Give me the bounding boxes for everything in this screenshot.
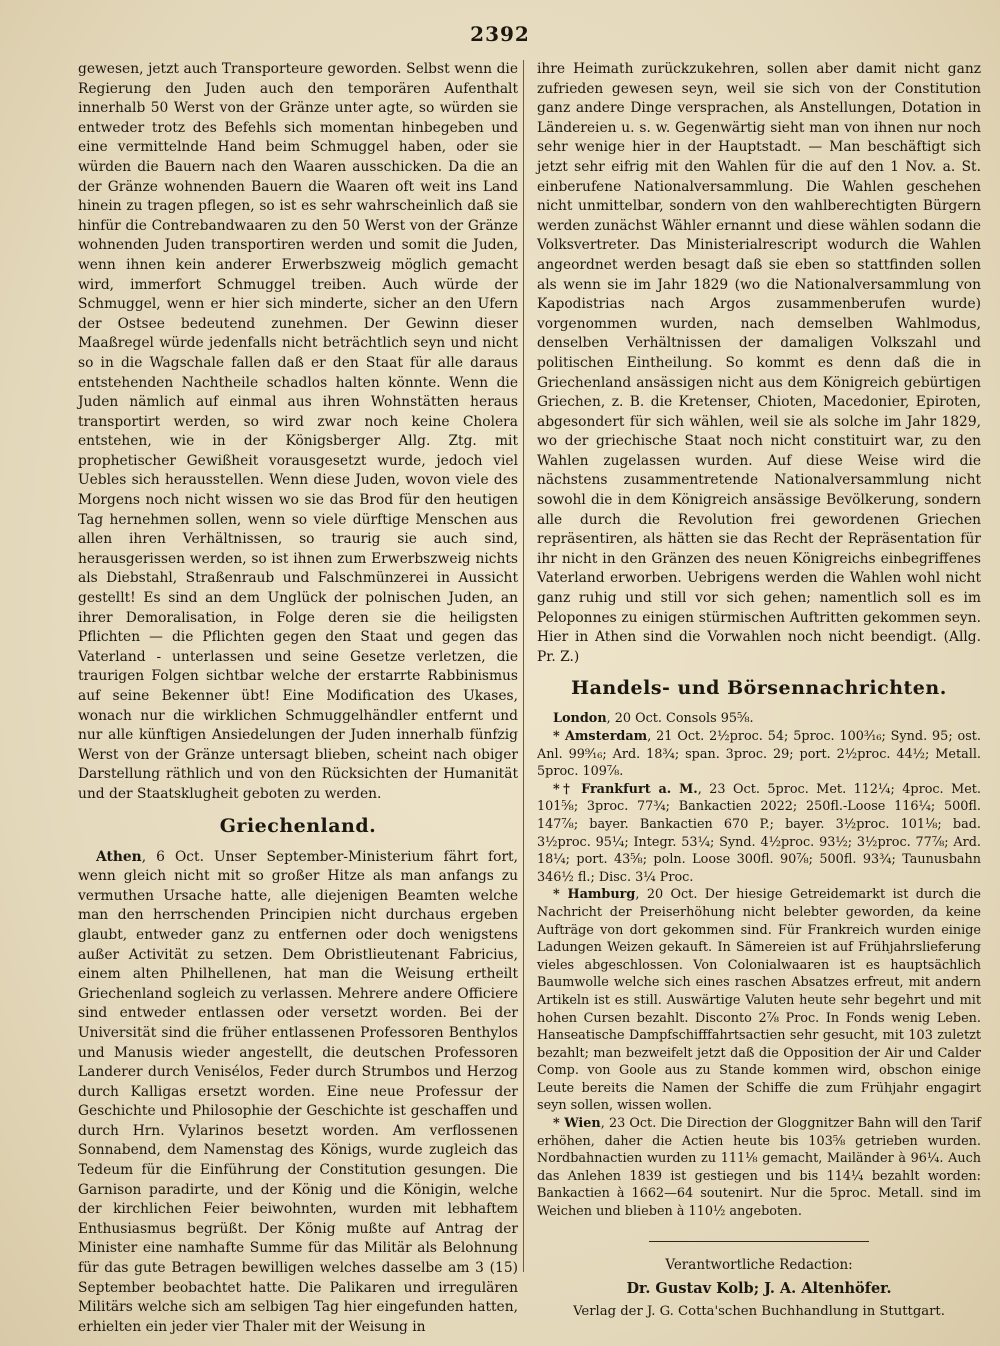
- dateline-place: *† Frankfurt a. M.: [553, 781, 698, 797]
- left-column: [78, 60, 518, 1337]
- right-column: [537, 60, 981, 1323]
- dateline-place: * Hamburg: [553, 887, 636, 903]
- market-reports: [537, 710, 981, 1220]
- dateline-place: * Wien: [553, 1116, 601, 1132]
- imprint-editors: Dr. Gustav Kolb; J. A. Altenhöfer.: [626, 1279, 892, 1297]
- page-number: 2392: [470, 22, 530, 46]
- report-body: , 20 Oct. Consols 95⅝.: [606, 711, 754, 727]
- imprint-publisher: Verlag der J. G. Cotta'schen Buchhandlung in Stuttgart.: [573, 1303, 945, 1319]
- column-divider: [523, 60, 524, 1272]
- section-title-markets: Handels- und Börsennachrichten.: [571, 677, 947, 700]
- dateline-place: * Amsterdam: [553, 729, 648, 744]
- imprint: [537, 1254, 981, 1323]
- article-athen: [78, 848, 518, 1338]
- report-body: , 23 Oct. 5proc. Met. 112¼; 4proc. Met. 101⅝; 3proc. 77¾; Bankactien 2022; 250fl.-Loose 116¼; 500fl. 147⅞; bayer. Bankactien 670 P.; bayer. 3½proc. 101⅛; bad. 3½proc. 95¼; Integr. 53¼; Synd. 4½proc. 93½; 3½proc. 77⅞; Ard. 18¼; port. 43⅝; poln. Loose 300fl. 90⅞; 500fl. 93¾; Taunusbahn 346½ fl.; Disc. 3¼ Proc.: [537, 781, 981, 885]
- article-body: , 6 Oct. Unser September-Ministerium fährt fort, wenn gleich nicht mit so großer Hitze als man anfangs zu vermuthen Ursache hatte, alle diejenigen Beamten welche man den herrschenden Principien nicht durchaus ergeben glaubt, entweder ganz zu entfernen oder doch wenigstens außer Activität zu setzen. Dem Obristlieutenant Fabricius, einem alten Philhellenen, hat man die Weisung ertheilt Griechenland sogleich zu verlassen. Mehrere andere Officiere sind entweder entlassen oder versetzt worden. Bei der Universität sind die früher entlassenen Professoren Benthylos und Manusis wieder angestellt, die deutschen Professoren Landerer durch Venisélos, Feder durch Strumbos und Herzog durch Kalligas ersetzt worden. Eine neue Professur der Geschichte und Philosophie der Geschichte ist geschaffen und durch Hrn. Vylarinos besetzt worden. Am verflossenen Sonnabend, dem Namenstag des Königs, wurde zugleich das Tedeum für die Einführung der Constitution gesungen. Die Garnison paradirte, und der König und die Königin, welche der kirchlichen Feier beiwohnten, wurden mit lebhaftem Enthusiasmus begrüßt. Der König mußte auf Antrag der Minister eine namhafte Summe für das Militär als Belohnung für das gute Betragen bewilligen welches dasselbe am 3 (15) September beobachtet hatte. Die Palikaren und irregulären Militärs welche sich am selbigen Tag hier eingefunden hatten, erhielten ein jeder vier Thaler mit der Weisung in: [78, 848, 518, 1335]
- article-continuation: ihre Heimath zurückzukehren, sollen aber damit nicht ganz zufrieden gewesen seyn, weil sie sich von der Constitution ganz andere Dinge versprachen, als Anstellungen, Dotation in Ländereien u. s. w. Gegenwärtig sieht man von ihnen nur noch sehr wenige hier in der Hauptstadt. — Man beschäftigt sich jetzt sehr eifrig mit den Wahlen für die auf den 1 Nov. a. St. einberufene Nationalversammlung. Die Wahlen geschehen nicht unmittelbar, sondern von den wahlberechtigten Bürgern werden zunächst Wähler ernannt und diese wählen sodann die Volksvertreter. Das Ministerialrescript wodurch die Wahlen angeordnet werden besagt daß sie eben so stattfinden sollen als wenn sie im Jahr 1829 (wo die Nationalversammlung von Kapodistrias nach Argos zusammenberufen wurde) vorgenommen wurden, nach demselben Wahlmodus, denselben Verhältnissen der damaligen Volkszahl und politischen Eintheilung. So kommt es denn daß die in Griechenland ansässigen nicht aus dem Königreich gebürtigen Griechen, z. B. die Kretenser, Chioten, Macedonier, Epiroten, abgesondert für sich wählen, weil sie als solche im Jahr 1829, wo der griechische Staat noch nicht constituirt war, zu den Wahlen zugelassen wurden. Auf diese Weise wird die nächstens zusammentretende Nationalversammlung nicht sowohl die in dem Königreich ansässige Bevölkerung, sondern alle durch die Revolution frei gewordenen Griechen repräsentiren, als hätten sie das Recht der Repräsentation für ihr nicht in den Gränzen des neuen Königreichs einbegriffenes Vaterland erworben. Uebrigens werden die Wahlen wohl nicht ganz ruhig und still vor sich gehen; namentlich soll es im Peloponnes zu einigen stürmischen Auftritten gekommen seyn. Hier in Athen sind die Vorwahlen noch nicht beendigt. (Allg. Pr. Z.): [537, 61, 981, 665]
- article-continuation: gewesen, jetzt auch Transporteure geworden. Selbst wenn die Regierung den Juden auch den temporären Aufenthalt innerhalb 50 Werst von der Gränze unter agte, so würden sie entweder trotz des Befehls sich momentan hinbegeben und eine vermittelnde Hand beim Schmuggel haben, oder sie würden die Bauern nach den Waaren ausschicken. Da die an der Gränze wohnenden Bauern die Waaren oft weit ins Land hinein zu tragen pflegen, so ist es sehr wahrscheinlich daß sie hinfür die Contrebandwaaren zu den 50 Werst von der Gränze wohnenden Juden transportiren werden und somit die Juden, wenn ihnen kein anderer Erwerbszweig möglich gemacht wird, immerfort Schmuggel treiben. Auch würde der Schmuggel, wenn er hier sich minderte, sicher an den Ufern der Ostsee bedeutend zunehmen. Der Gewinn dieser Maaßregel würde jedenfalls nicht beträchtlich seyn und nicht so in die Wagschale fallen daß er den Staat für alle daraus entstehenden Nachtheile schadlos halten könnte. Wenn die Juden nämlich auf einmal aus ihren Wohnstätten heraus transportirt werden, so wird zwar noch keine Cholera entstehen, wie in der Königsberger Allg. Ztg. mit prophetischer Gewißheit vorausgesetzt wurde, jedoch viel Uebles sich herausstellen. Wenn diese Juden, wovon viele des Morgens noch nicht wissen wo sie das Brod für den heutigen Tag hernehmen sollen, wenn so viele dürftige Menschen aus allen ihren Verhältnissen, so traurig sie auch sind, herausgerissen werden, so ist ihnen zum Erwerbszweig nichts als Diebstahl, Straßenraub und Falschmünzerei in Aussicht gestellt! Es sind an dem Unglück der polnischen Juden, an ihrer Demoralisation, in Folge deren sie die heiligsten Pflichten — die Pflichten gegen den Staat und gegen das Vaterland - unterlassen und seine Gesetze verletzen, die traurigen Folgen sichtbar welche der erstarrte Rabbinismus auf seine Bekenner übt! Eine Modification des Ukases, wonach nur die wirklichen Schmuggelhändler entfernt und nur alle künftigen Ansiedelungen der Juden innerhalb fünfzig Werst von der Gränze untersagt blieben, scheint nach obiger Darstellung räthlich und von den Rücksichten der Humanität und der Staatsklugheit geboten zu werden.: [78, 61, 518, 802]
- report-london: [537, 710, 981, 728]
- report-body: , 21 Oct. 2½proc. 54; 5proc. 100³⁄₁₆; Synd. 95; ost. Anl. 99⁹⁄₁₆; Ard. 18¾; span. 3proc. 29; port. 2½proc. 44½; Metall. 5proc. 109⅞.: [537, 729, 981, 780]
- section-title-greece: Griechenland.: [219, 814, 377, 837]
- report-body: , 20 Oct. Der hiesige Getreidemarkt ist durch die Nachricht der Preiserhöhung nicht belebter geworden, da keine Aufträge von dort gekommen sind. Für Frankreich wurden einige Ladungen Weizen gekauft. In Sämereien ist auf Frühjahrslieferung vieles abgeschlossen. Von Colonialwaaren ist es hauptsächlich Baumwolle welche sich eines raschen Absatzes erfreut, mit andern Artikeln ist es still. Auswärtige Valuten heute sehr begehrt und mit hohen Cursen bezahlt. Disconto 2⅞ Proc. In Fonds wenig Leben. Hanseatische Dampfschifffahrtsactien sehr gesucht, mit 103 zuletzt bezahlt; man bezweifelt jetzt daß die Opposition der Air und Calder Comp. von Goole aus zu Stande kommen wird, obschon einige Leute bereits die Namen der Schiffe die zum Frühjahr engagirt seyn sollen, wissen wollen.: [537, 887, 981, 1114]
- imprint-rule: [649, 1241, 869, 1242]
- dateline-place: Athen: [96, 848, 142, 865]
- dateline-place: London: [553, 711, 607, 727]
- report-wien: [537, 1115, 981, 1221]
- report-body: , 23 Oct. Die Direction der Gloggnitzer Bahn will den Tarif erhöhen, daher die Actien heute bis 103⅝ getrieben wurden. Nordbahnactien wurden zu 111⅛ gemacht, Mailänder à 96¼. Auch das Anlehen 1839 ist gestiegen und bis 114¼ bezahlt worden: Bankactien à 1662—64 soutenirt. Nur die 5proc. Metall. sind im Weichen und blieben à 110½ angeboten.: [537, 1116, 981, 1220]
- report-amsterdam: [537, 728, 981, 781]
- imprint-label: Verantwortliche Redaction:: [665, 1256, 853, 1273]
- report-frankfurt: [537, 781, 981, 887]
- report-hamburg: [537, 886, 981, 1115]
